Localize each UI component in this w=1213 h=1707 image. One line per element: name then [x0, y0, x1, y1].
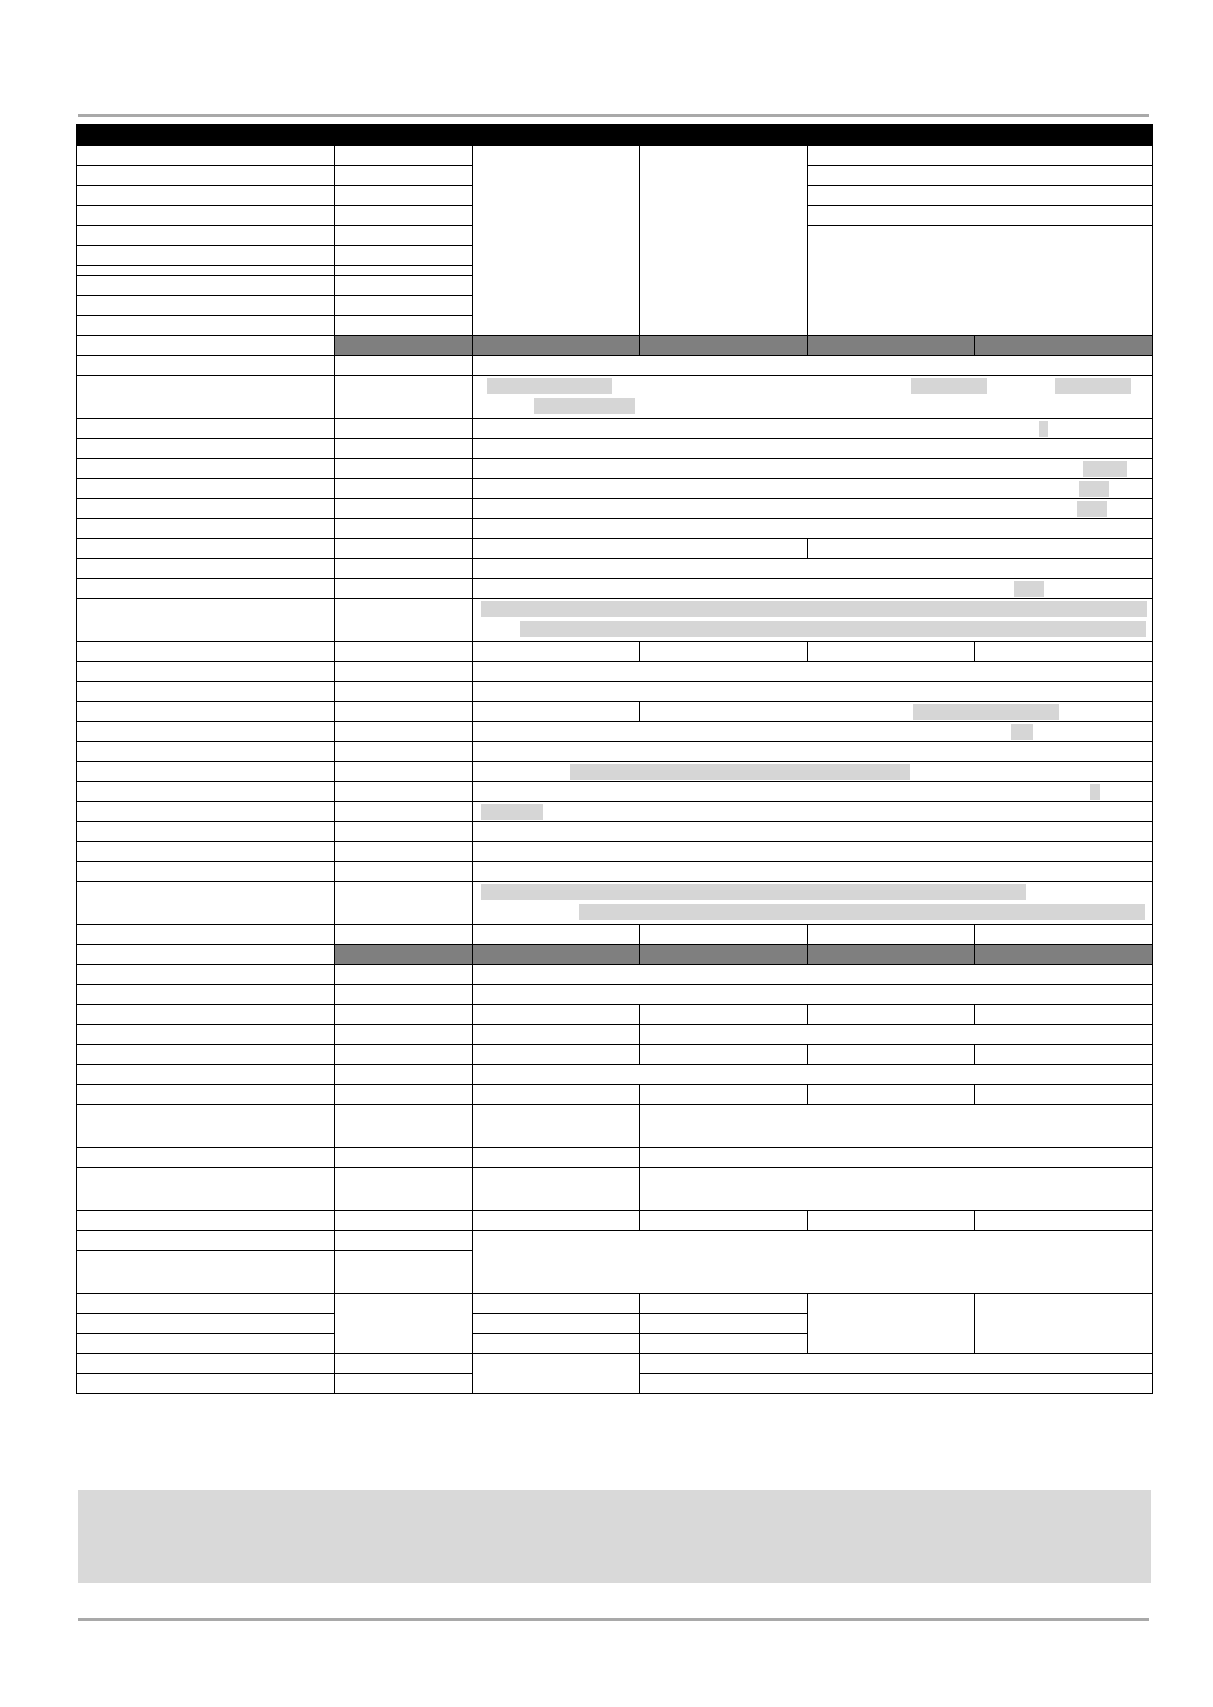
header-cell: [808, 125, 975, 146]
table-row: [77, 1211, 1153, 1231]
table-row: [77, 146, 1153, 166]
table-row: [77, 1085, 1153, 1105]
table-row: [77, 356, 1153, 376]
table-row: [77, 439, 1153, 459]
table-row: [77, 539, 1153, 559]
table-row: [77, 925, 1153, 945]
header-cell: [77, 125, 335, 146]
header-rule: [78, 114, 1149, 117]
table-row: [77, 862, 1153, 882]
table-row: [77, 459, 1153, 479]
table-row: [77, 742, 1153, 762]
table-row: [77, 519, 1153, 539]
table-row: [77, 682, 1153, 702]
table-row: [77, 479, 1153, 499]
footnote-box: [78, 1490, 1151, 1583]
table-row: [77, 1168, 1153, 1211]
table-row: [77, 1231, 1153, 1251]
table-row: [77, 599, 1153, 642]
table-row: [77, 842, 1153, 862]
table-row: [77, 1354, 1153, 1374]
table-row: [77, 822, 1153, 842]
table-row: [77, 559, 1153, 579]
table-row: [77, 802, 1153, 822]
table-row: [77, 965, 1153, 985]
header-cell: [335, 125, 473, 146]
footer-rule: [78, 1618, 1149, 1621]
table-row: [77, 1045, 1153, 1065]
table-row: [77, 722, 1153, 742]
table-row: [77, 985, 1153, 1005]
table-row: [77, 762, 1153, 782]
header-cell: [473, 125, 640, 146]
table-row: [77, 1294, 1153, 1314]
header-cell: [640, 125, 808, 146]
table-row: [77, 499, 1153, 519]
table-row: [77, 882, 1153, 925]
table-row: [77, 376, 1153, 419]
table-row: [77, 579, 1153, 599]
table-row: [77, 662, 1153, 682]
table-row: [77, 642, 1153, 662]
spec-table: [76, 124, 1153, 1394]
section-row: [77, 945, 1153, 965]
table-row: [77, 419, 1153, 439]
table-row: [77, 782, 1153, 802]
table-row: [77, 1105, 1153, 1148]
header-cell: [975, 125, 1153, 146]
table-row: [77, 1065, 1153, 1085]
table-row: [77, 1148, 1153, 1168]
table-row: [77, 1025, 1153, 1045]
table-row: [77, 702, 1153, 722]
table-row: [77, 1005, 1153, 1025]
table-header-row: [77, 125, 1153, 146]
section-row: [77, 336, 1153, 356]
